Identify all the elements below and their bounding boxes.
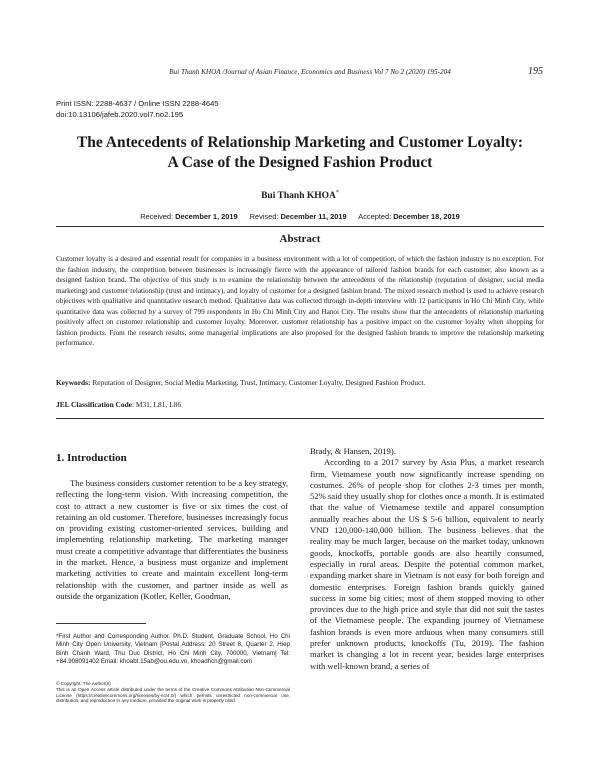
license-text: This is an Open Access article distributed under the terms of the Creative Commons Attribution Non-Commercial License (https://creativecommons.org/licenses/by-nc/4.0/) which permits unrestricted non-commercial use, distribution, and reproduction in any medium, provided the original work is properly cited. bbox=[56, 687, 290, 704]
title-line-2: A Case of the Designed Fashion Product bbox=[167, 154, 433, 171]
accepted-date: December 18, 2019 bbox=[393, 212, 460, 221]
revised-date: December 11, 2019 bbox=[280, 212, 347, 221]
issn-block bbox=[56, 98, 219, 120]
author-footnote: *First Author and Corresponding Author. Ph.D. Student, Graduate School, Ho Chi Minh City Open University, Vietnam [Postal Address: 20 Street 8, Quarter 2, Hiep Binh Chanh Ward, Thu Duc District, Ho Chi Minh City, 700000, Vietnam] Tel: +84.908091402 Email: khoabt.15ab@ou.edu.vn, khoadhcn@gmail.com bbox=[56, 633, 290, 666]
article-dates bbox=[0, 212, 600, 221]
title-line-1: The Antecedents of Relationship Marketing and Customer Loyalty: bbox=[76, 134, 524, 151]
page-number: 195 bbox=[528, 66, 543, 77]
keywords bbox=[56, 378, 544, 387]
intro-right-column bbox=[310, 446, 544, 672]
divider-bottom bbox=[56, 418, 544, 419]
abstract-text: Customer loyalty is a desired and essential result for companies in a business environment with a lot of competition, of which the fashion industry is no exception. For the fashion industry, the competition between businesses is increasingly fierce with the appearance of tailored fashion brands for each customer, also known as a designed fashion brand. The objective of this study is to examine the relationship between the antecedents of the relationship (reputation of designer, social media marketing) and customer relationship (trust and intimacy), and loyalty of customer for a designed fashion brand. The mixed research method is used to achieve research objectives with qualitative and quantitative research method. Qualitative data was collected through in-depth interview with 12 participants in Ho Chi Minh City, while quantitative data was collected by a survey of 799 respondents in Ho Chi Minh City and Hanoi City. The results show that the antecedents of relationship marketing positively affect on customer relationship and customer loyalty. Moreover, customer relationship has a positive impact on the customer loyalty when shopping for fashion products. From the research results, some managerial implications are also proposed for the designed fashion brands to improve the relationship marketing performance. bbox=[56, 255, 544, 347]
author-mark: * bbox=[335, 190, 339, 196]
jel-label: JEL Classification Code bbox=[56, 400, 132, 409]
accepted-label: Accepted: bbox=[358, 212, 392, 221]
keywords-label: Keywords: bbox=[56, 378, 91, 387]
paper-title bbox=[40, 133, 560, 173]
jel-text: : M31, L81, L86 bbox=[131, 400, 182, 409]
keywords-text: Reputation of Designer, Social Media Marketing, Trust, Intimacy, Customer Loyalty, Designed Fashion Product. bbox=[92, 378, 426, 387]
copyright-line: © Copyright: The Author(s) bbox=[56, 681, 111, 686]
doi-line[interactable]: doi:10.13106/jafeb.2020.vol7.no2.195 bbox=[56, 110, 184, 119]
intro-right-paragraph: According to a 2017 survey by Asia Plus, a market research firm, Vietnamese youth now significantly increase spending on costumes. 26% of people shop for clothes 2-3 times per month, 52% said they usually shop for clothes once a month. It is estimated that the value of Vietnamese textile and apparel consumption annually reaches about the US $ 5-6 billion, equivalent to nearly VND 120,000-140,000 billion. The business believes that the reality may be much larger, because on the market today, unknown goods, knockoffs, portable goods are also heartily consumed, especially in rural areas. Despite the potential common market, expanding market share in Vietnam is not easy for both foreign and domestic enterprises. Foreign fashion brands quickly gained success in some big cities; most of them stopped moving to other provinces due to the high price and style that did not suit the tastes of the Vietnamese people. The expanding journey of Vietnamese fashion brands is even more arduous when many consumers still prefer unknown products, knockoffs (Tu, 2019). The fashion market is changing a lot in recent year, besides large enterprises with well-known brand, a series of bbox=[310, 457, 544, 671]
running-head: Bui Thanh KHOA /Journal of Asian Finance, Economics and Business Vol 7 No 2 (2020) 195-204 bbox=[169, 68, 451, 76]
divider-top bbox=[56, 226, 544, 227]
revised-label: Revised: bbox=[249, 212, 279, 221]
section-heading-introduction: 1. Introduction bbox=[56, 452, 127, 464]
author-name: Bui Thanh KHOA bbox=[261, 191, 336, 202]
received-date: December 1, 2019 bbox=[175, 212, 238, 221]
footnote-rule bbox=[56, 623, 146, 624]
intro-left-paragraph: The business considers customer retention to be a key strategy, reflecting the long-term vision. With increasing competition, the cost to attract a new customer is five or six times the cost of retaining an old customer. Therefore, businesses increasingly focus on providing existing customer-oriented services, building and implementing relationship marketing. The marketing manager must create a competitive advantage that differentiates the business in the market. Hence, a business must organize and implement marketing activities to create and maintain excellent long-term relationship with the customer, and partner inside as well as outside the organization (Kotler, Keller, Goodman, bbox=[56, 478, 288, 601]
issn-line: Print ISSN: 2288-4637 / Online ISSN 2288-4645 bbox=[56, 99, 219, 108]
jel-codes bbox=[56, 400, 544, 409]
intro-right-continuation: Brady, & Hansen, 2019). bbox=[310, 446, 396, 456]
abstract-heading: Abstract bbox=[279, 233, 321, 245]
author bbox=[0, 190, 600, 201]
received-label: Received: bbox=[140, 212, 174, 221]
